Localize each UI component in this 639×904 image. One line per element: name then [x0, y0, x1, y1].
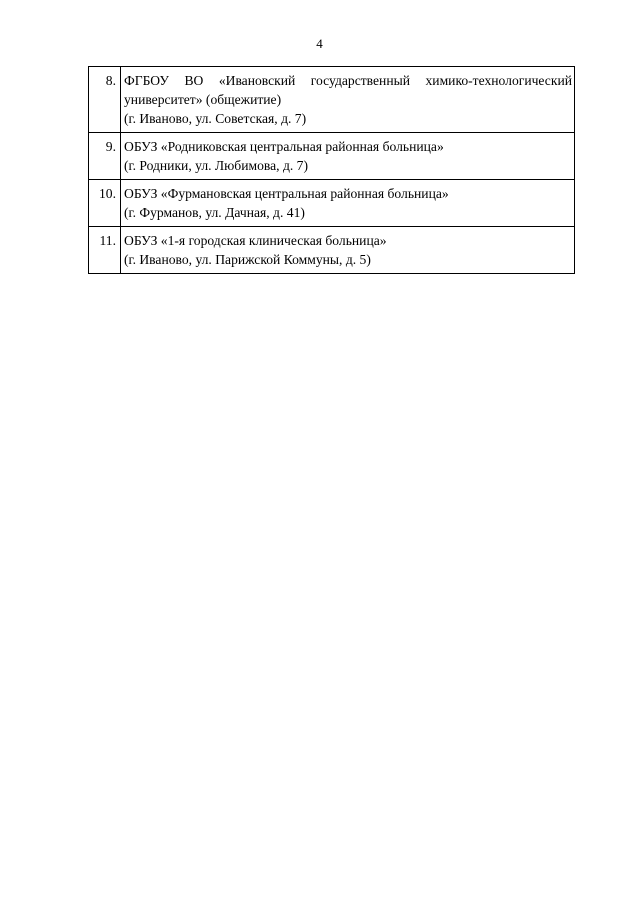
text-line: ОБУЗ «Родниковская центральная районная больница» [124, 139, 444, 154]
table-row [89, 133, 575, 180]
row-text [121, 227, 575, 274]
text-line: (г. Фурманов, ул. Дачная, д. 41) [124, 205, 305, 220]
table-row [89, 67, 575, 133]
row-number: 11. [89, 227, 121, 274]
row-text [121, 180, 575, 227]
facility-table [88, 66, 575, 274]
page-number: 4 [316, 36, 323, 51]
text-line: (г. Родники, ул. Любимова, д. 7) [124, 158, 308, 173]
row-text [121, 133, 575, 180]
row-text [121, 67, 575, 133]
text-line: ОБУЗ «Фурмановская центральная районная больница» [124, 186, 449, 201]
text-line: ФГБОУ ВО «Ивановский государственный химико-технологический [124, 73, 572, 88]
table-row [89, 227, 575, 274]
row-number: 8. [89, 67, 121, 133]
text-line: (г. Иваново, ул. Советская, д. 7) [124, 111, 307, 126]
text-line: ОБУЗ «1-я городская клиническая больница» [124, 233, 387, 248]
text-line: (г. Иваново, ул. Парижской Коммуны, д. 5) [124, 252, 371, 267]
row-number: 10. [89, 180, 121, 227]
table-row [89, 180, 575, 227]
text-line: университет» (общежитие) [124, 92, 282, 107]
row-number: 9. [89, 133, 121, 180]
